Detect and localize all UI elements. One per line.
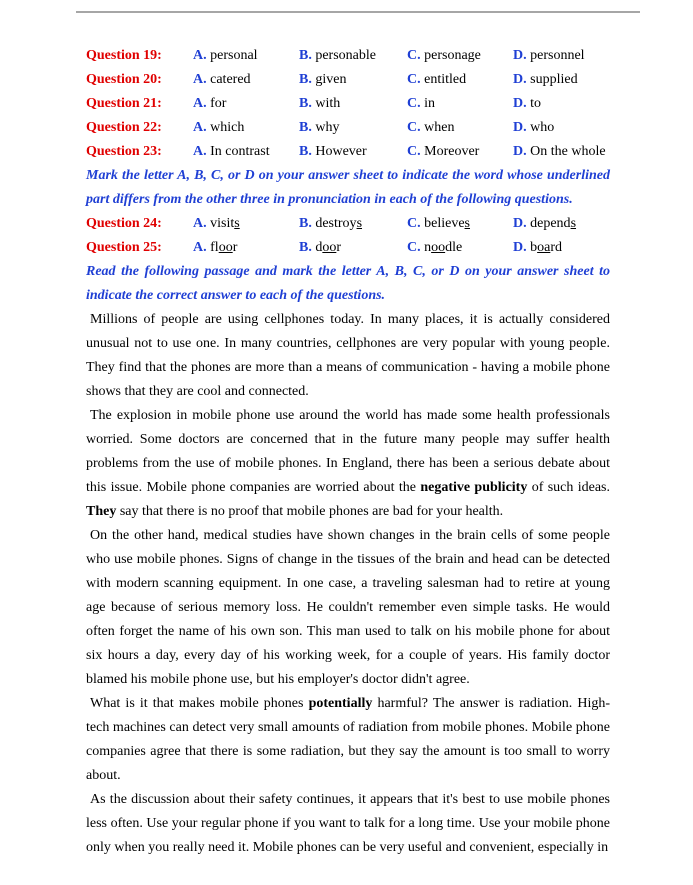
option-text: However [315,144,367,159]
option-letter: B. [299,120,312,135]
option-c[interactable] [407,44,481,68]
paragraph-text: of such ideas. [527,480,611,495]
option-text: catered [210,72,251,87]
option-text: with [315,96,341,111]
option-d[interactable] [513,68,578,92]
word-part: d [315,240,323,255]
option-c[interactable] [407,236,462,260]
question-label: Question 25: [86,240,162,255]
question-label: Question 19: [86,48,162,63]
question-label: Question 24: [86,216,162,231]
word-part: fl [210,240,219,255]
option-c[interactable] [407,140,479,164]
option-letter: A. [193,96,207,111]
option-d[interactable] [513,140,606,164]
option-c[interactable] [407,116,454,140]
paragraph-text: Millions of people are using cellphones today. In many places, it is actually considered unusual not to use one. In many countries, cellphones are very popular with young people. They find that the phones are more than a means of communication - having a mobile phone shows that they are cool and connected. [86,312,610,399]
option-text: to [530,96,542,111]
option-letter: D. [513,240,527,255]
word-part: rd [550,240,563,255]
question-label: Question 20: [86,72,162,87]
option-letter: C. [407,240,421,255]
option-text: in [424,96,436,111]
question-row-19 [86,44,610,68]
option-text: for [210,96,227,111]
option-text: entitled [424,72,467,87]
option-text [210,240,237,255]
option-text: who [530,120,555,135]
highlighted-word: potentially [308,696,373,711]
option-letter: D. [513,144,527,159]
option-letter: B. [299,72,312,87]
word-part: destroy [315,216,357,231]
option-b[interactable] [299,44,376,68]
question-label: Question 22: [86,120,162,135]
option-d[interactable] [513,236,562,260]
word-part: r [232,240,238,255]
option-text [210,216,240,231]
option-text: personable [315,48,376,63]
question-label: Question 21: [86,96,162,111]
option-letter: D. [513,120,527,135]
word-part: n [424,240,432,255]
option-text: when [424,120,455,135]
word-part: dle [445,240,463,255]
option-letter: C. [407,144,421,159]
word-part: r [336,240,342,255]
option-letter: D. [513,96,527,111]
option-a[interactable] [193,212,240,236]
option-letter: A. [193,144,207,159]
word-part: believe [424,216,465,231]
instruction-pronunciation: Mark the letter A, B, C, or D on your answer sheet to indicate the word whose underlined part differs from the other three in pronunciation in each of the following questions. [86,168,610,207]
paragraph-text: say that there is no proof that mobile phones are bad for your health. [116,504,504,519]
underlined-part: s [356,216,363,231]
question-row-25 [86,236,610,260]
passage-paragraph-4 [86,692,610,788]
option-text: Moreover [424,144,480,159]
highlighted-phrase: negative publicity [420,480,528,495]
instruction-passage: Read the following passage and mark the letter A, B, C, or D on your answer sheet to indicate the correct answer to each of the questions. [86,264,610,303]
option-text: personnel [530,48,585,63]
option-text: supplied [530,72,578,87]
option-a[interactable] [193,140,270,164]
underlined-part: oo [431,240,446,255]
passage-paragraph-3 [86,524,610,692]
option-d[interactable] [513,116,554,140]
word-part: visit [210,216,235,231]
option-text [530,216,576,231]
option-letter: A. [193,240,207,255]
option-a[interactable] [193,68,251,92]
option-letter: D. [513,48,527,63]
paragraph-text: harmful? The answer is radiation. High-tech machines can detect very small amounts of radiation from mobile phones. Mobile phone companies agree that there is some radiation, but they say the amount is too small to worry about. [86,696,610,783]
word-part: depend [530,216,571,231]
paragraph-text: As the discussion about their safety continues, it appears that it's best to use mobile phones less often. Use your regular phone if you want to talk for a long time. Use your mobile phone only when you really need it. Mobile phones can be very useful and convenient, especially in [86,792,610,855]
question-row-22 [86,116,610,140]
option-b[interactable] [299,236,341,260]
option-letter: C. [407,96,421,111]
option-b[interactable] [299,92,340,116]
word-part: b [530,240,538,255]
option-b[interactable] [299,68,346,92]
option-c[interactable] [407,212,470,236]
passage-paragraph-2 [86,404,610,524]
option-d[interactable] [513,212,576,236]
option-a[interactable] [193,116,244,140]
question-row-24 [86,212,610,236]
option-letter: B. [299,240,312,255]
passage-paragraph-5 [86,788,610,860]
option-letter: B. [299,96,312,111]
option-a[interactable] [193,92,226,116]
option-text: which [210,120,245,135]
option-text: personage [424,48,481,63]
option-letter: B. [299,144,312,159]
option-letter: C. [407,72,421,87]
option-letter: A. [193,216,207,231]
option-text [315,216,362,231]
paragraph-text: The explosion in mobile phone use around the world has made some health professionals worried. Some doctors are concerned that in the future many people may suffer health problems from the use of mobile phones. In England, there has been a serious debate about this issue. Mobile phone companies are worried about the [86,408,610,495]
underlined-part: oa [537,240,551,255]
option-letter: B. [299,216,312,231]
paragraph-text: On the other hand, medical studies have shown changes in the brain cells of some people who use mobile phones. Signs of change in the tissues of the brain and head can be detected with modern scanning equipment. In one case, a traveling salesman had to retire at young age because of serious memory loss. He couldn't remember even simple tasks. He would often forget the name of his own son. This man used to talk on his mobile phone for about six hours a day, every day of his working week, for a couple of years. His family doctor blamed his mobile phone use, but his employer's doctor didn't agree. [86,528,610,687]
option-letter: A. [193,72,207,87]
option-letter: D. [513,216,527,231]
option-text: On the whole [530,144,606,159]
option-letter: A. [193,120,207,135]
option-letter: B. [299,48,312,63]
option-letter: C. [407,48,421,63]
option-text: given [315,72,347,87]
option-b[interactable] [299,116,339,140]
option-a[interactable] [193,44,258,68]
underlined-part: s [570,216,577,231]
top-rule [76,11,640,13]
option-a[interactable] [193,236,237,260]
option-d[interactable] [513,92,541,116]
option-b[interactable] [299,212,362,236]
underlined-part: oo [322,240,337,255]
passage-paragraph-1 [86,308,610,404]
option-c[interactable] [407,92,435,116]
highlighted-word: They [86,504,117,519]
question-row-21 [86,92,610,116]
question-row-20 [86,68,610,92]
option-c[interactable] [407,68,466,92]
option-d[interactable] [513,44,585,68]
option-letter: C. [407,216,421,231]
underlined-part: s [464,216,470,231]
option-text: personal [210,48,258,63]
underlined-part: s [234,216,240,231]
question-label: Question 23: [86,144,162,159]
option-text [424,240,462,255]
option-letter: A. [193,48,207,63]
option-b[interactable] [299,140,367,164]
option-text [424,216,470,231]
document-content [86,44,610,860]
option-letter: D. [513,72,527,87]
option-letter: C. [407,120,421,135]
option-text: In contrast [210,144,270,159]
option-text [530,240,562,255]
option-text [315,240,341,255]
paragraph-text: What is it that makes mobile phones [90,696,309,711]
underlined-part: oo [218,240,233,255]
question-row-23 [86,140,610,164]
option-text: why [315,120,340,135]
